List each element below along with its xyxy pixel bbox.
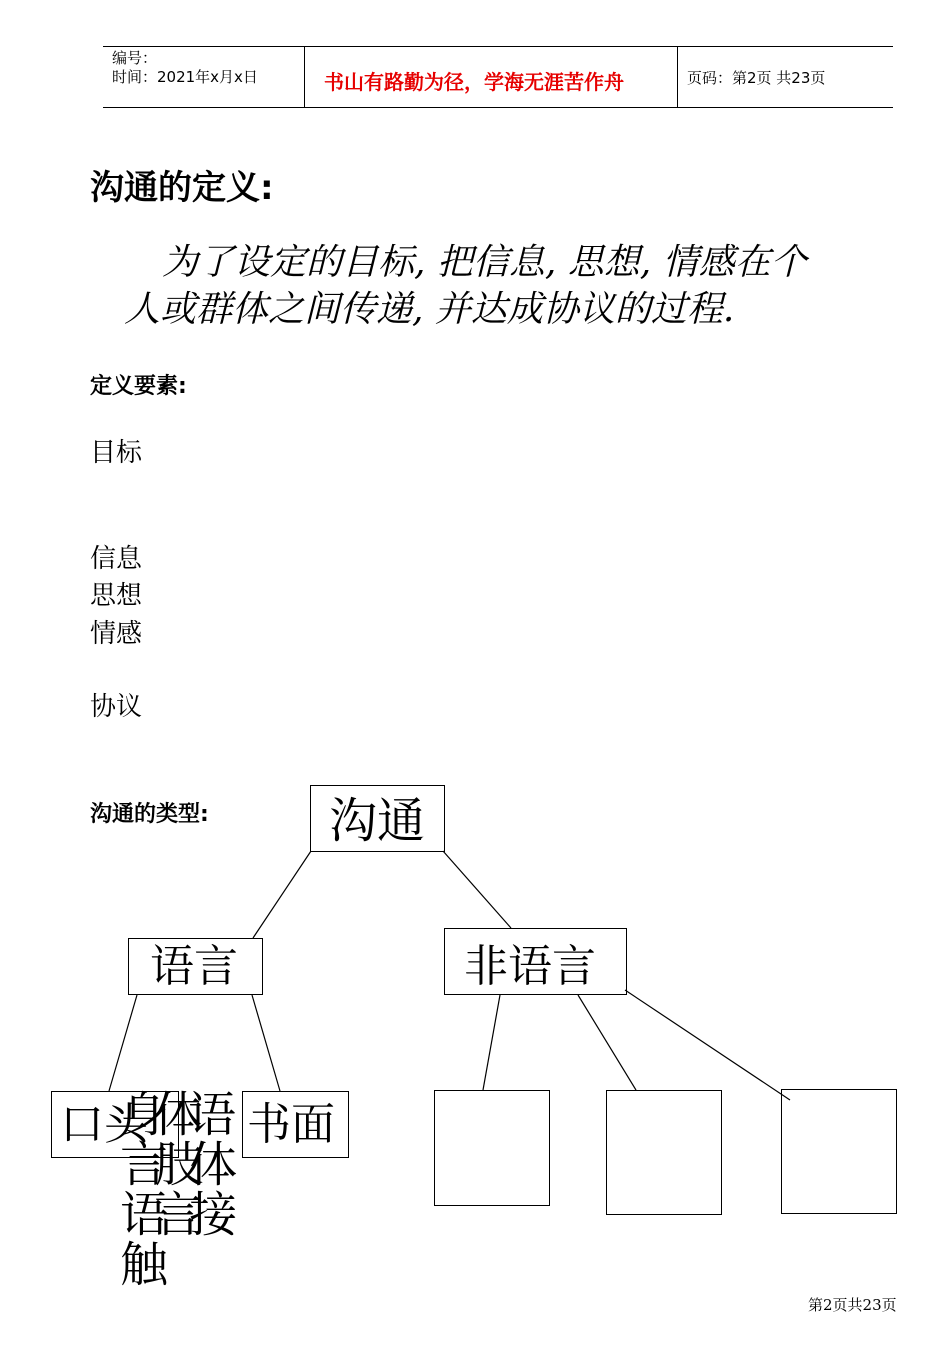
header-number-label: 编号： [112,49,158,67]
diagram-root-label: 沟通 [329,793,426,849]
element-item-thought: 思想 [90,581,143,611]
connector-verbal-oral [109,995,137,1091]
diagram-node-nonverbal-1 [434,1090,550,1206]
diagram-oral-label: 口头 [60,1099,148,1150]
element-item-goal: 目标 [90,438,143,468]
elements-title: 定义要素: [90,374,187,399]
element-item-information: 信息 [90,544,143,574]
footer-page: 第2页共23页 [808,1296,897,1314]
types-title: 沟通的类型: [90,802,209,827]
connector-nonverbal-box3 [625,990,790,1100]
connector-root-verbal [253,851,311,938]
definition-line-2: 人或群体之间传递, 并达成协议的过程. [124,289,735,330]
diagram-overlap-text: 身体语言 肢体语言 接触 [120,1087,224,1293]
header-time-label: 时间：2021年x月x日 [112,68,258,86]
header-motto: 书山有路勤为径，学海无涯苦作舟 [324,70,624,94]
element-item-emotion: 情感 [90,619,143,649]
diagram-nonverbal-label: 非语言 [464,941,596,992]
header-page-label: 页码：第2页 共23页 [687,69,826,87]
element-item-agreement: 协议 [90,692,143,722]
connector-nonverbal-box1 [483,995,500,1090]
diagram-node-nonverbal-3 [781,1089,897,1214]
connector-nonverbal-box2 [578,995,636,1090]
connector-verbal-written [252,995,280,1091]
definition-title: 沟通的定义: [90,168,274,208]
definition-line-1: 为了设定的目标, 把信息, 思想, 情感在个 [162,242,807,283]
diagram-node-nonverbal-2 [606,1090,722,1215]
connector-root-nonverbal [443,851,511,928]
diagram-verbal-label: 语言 [150,941,238,992]
diagram-written-label: 书面 [247,1099,335,1150]
